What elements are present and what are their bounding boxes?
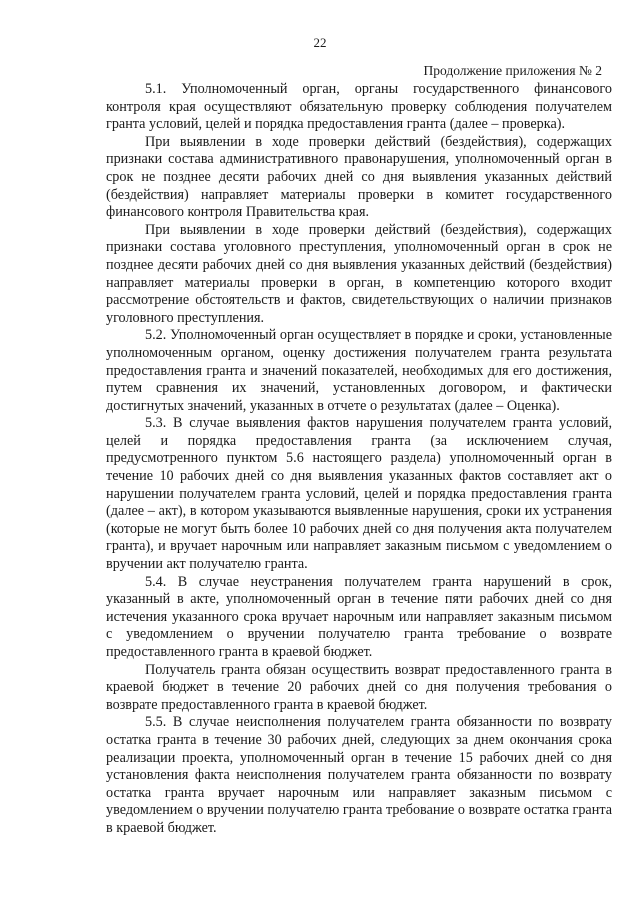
paragraph-administrative-offense: При выявлении в ходе проверки действий (бездействия), содержащих признаки состава административного правонарушения, уполномоченный орган в срок не позднее десяти рабочих дней со дня выявления указанных действий (бездействия) направляет материалы проверки в комитет государственного финансового контроля Правительства края. bbox=[106, 133, 612, 221]
paragraph-5-3: 5.3. В случае выявления фактов нарушения получателем гранта условий, целей и порядка предоставления гранта (за исключением случая, предусмотренного пунктом 5.6 настоящего раздела) уполномоченный орган в течение 10 рабочих дней со дня выявления указанных фактов составляет акт о нарушении получателем гранта условий, целей и порядка предоставления гранта (далее – акт), в котором указываются выявленные нарушения, сроки их устранения (которые не могут быть более 10 рабочих дней со дня получения акта получателем гранта), и вручает нарочным или направляет заказным письмом с уведомлением о вручении акт получателю гранта. bbox=[106, 415, 612, 573]
paragraph-5-4: 5.4. В случае неустранения получателем гранта нарушений в срок, указанный в акте, уполномоченный орган в течение пяти рабочих дней со дня истечения указанного срока вручает нарочным или направляет заказным письмом с уведомлением о вручении получателю гранта требование о возврате предоставленного гранта в краевой бюджет. bbox=[106, 573, 612, 660]
paragraph-5-2: 5.2. Уполномоченный орган осуществляет в порядке и сроки, установленные уполномоченным органом, оценку достижения получателем гранта результата предоставления гранта и значений показателей, необходимых для его достижения, путем сравнения их значений, установленных договором, и фактически достигнутых значений, указанных в отчете о результатах (далее – Оценка). bbox=[106, 327, 612, 414]
paragraph-5-1: 5.1. Уполномоченный орган, органы государственного финансового контроля края осуществляют обязательную проверку соблюдения получателем гранта условий, целей и порядка предоставления гранта (далее – проверка). bbox=[106, 81, 612, 133]
paragraph-grant-return-obligation: Получатель гранта обязан осуществить возврат предоставленного гранта в краевой бюджет в течение 20 рабочих дней со дня получения требования о возврате предоставленного гранта в краевой бюджет. bbox=[106, 661, 612, 713]
page-number: 22 bbox=[313, 35, 327, 50]
annex-continuation-label: Продолжение приложения № 2 bbox=[423, 63, 602, 78]
paragraph-criminal-offense: При выявлении в ходе проверки действий (бездействия), содержащих признаки состава уголовного преступления, уполномоченный орган в срок не позднее десяти рабочих дней со дня выявления указанных действий (бездействия) направляет материалы проверки в орган, в компетенцию которого входит рассмотрение обстоятельств и фактов, свидетельствующих о наличии признаков уголовного преступления. bbox=[106, 221, 612, 326]
paragraph-5-5: 5.5. В случае неисполнения получателем гранта обязанности по возврату остатка гранта в течение 30 рабочих дней, следующих за днем окончания срока реализации проекта, уполномоченный орган в течение 15 рабочих дней со дня установления факта неисполнения получателем гранта обязанности по возврату остатка гранта вручает нарочным или направляет заказным письмом с уведомлением о вручении получателю гранта требование о возврате остатка гранта в краевой бюджет. bbox=[106, 714, 612, 836]
document-body bbox=[106, 81, 612, 838]
